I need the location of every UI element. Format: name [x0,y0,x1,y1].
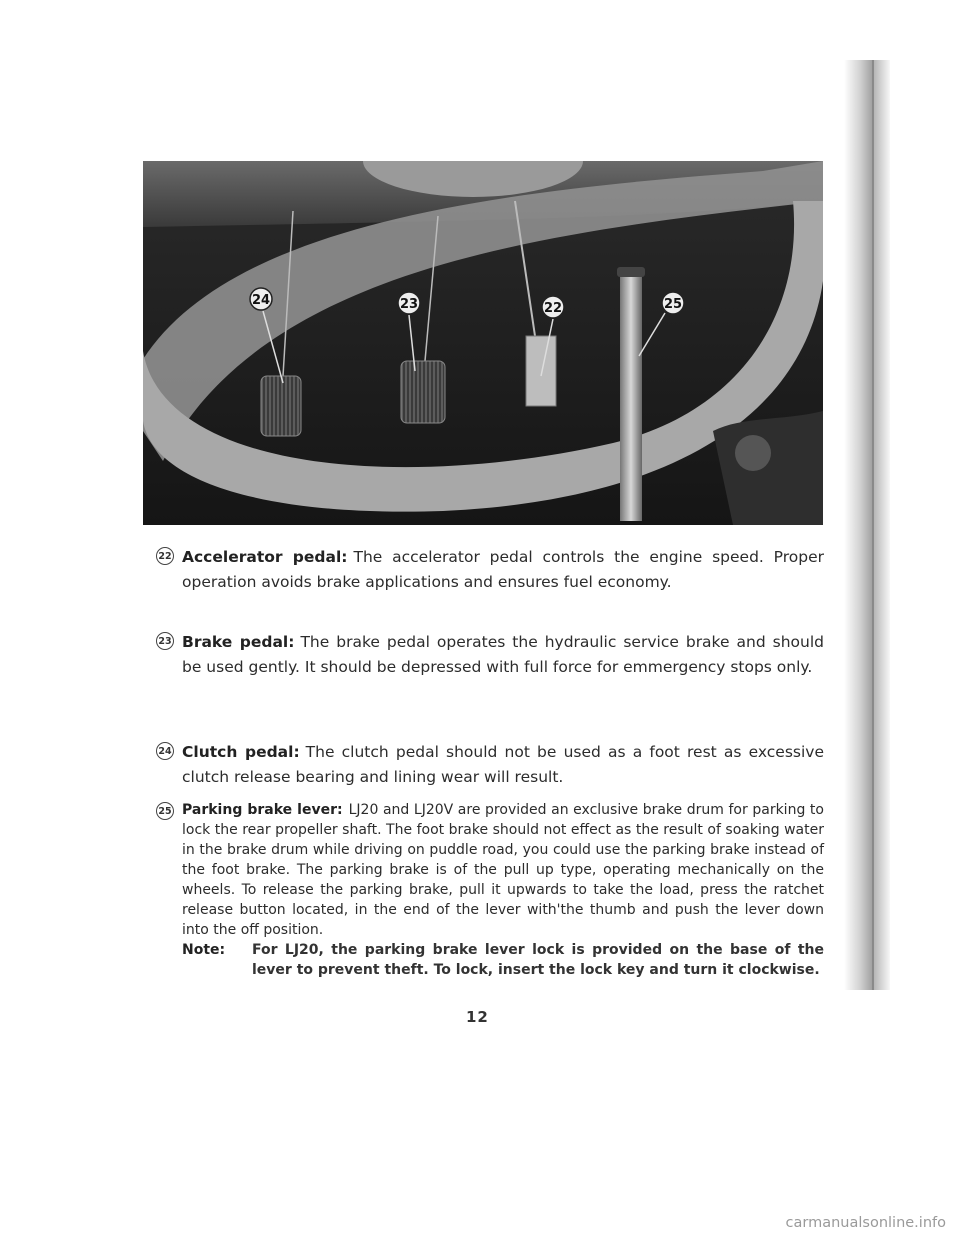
parking-brake-lever [620,271,642,521]
item-body [182,800,824,980]
pedals-illustration [143,161,823,525]
item-clutch-pedal [156,740,824,790]
item-accelerator-pedal [156,545,824,595]
item-text: The accelerator pedal controls the engine speed. Proper operation avoids brake applications and ensures fuel economy. [182,548,824,591]
accelerator-pedal-pad [526,336,556,406]
item-text: The brake pedal operates the hydraulic service brake and should be used gently. It should be depressed with full force for emmergency stops only. [182,633,824,676]
item-number-badge: 25 [156,802,174,820]
page-edge-shadow-dark [872,60,890,990]
floor-bracket [713,411,823,525]
brake-pedal-pad [401,361,445,423]
pedals-photo [143,161,823,525]
floor-fitting [735,435,771,471]
callout-23-label: 23 [399,297,419,312]
note-text: For LJ20, the parking brake lever lock is provided on the base of the lever to prevent theft. To lock, insert the lock key and turn it clockwise. [252,942,824,978]
page-number: 12 [466,1008,489,1026]
clutch-pedal-pad [261,376,301,436]
item-number-badge: 24 [156,742,174,760]
item-text: The clutch pedal should not be used as a foot rest as excessive clutch release bearing and lining wear will result. [182,743,824,786]
callout-22-label: 22 [543,301,563,316]
item-text: LJ20 and LJ20V are provided an exclusive brake drum for parking to lock the rear propeller shaft. The foot brake should not effect as the result of soaking water in the brake drum while driving on puddle road, you could use the parking brake instead of the foot brake. The parking brake is of the pull up type, operating mechanically on the wheels. To release the parking brake, pull it upwards to take the load, press the ratchet release button located, in the end of the lever with'the thumb and push the lever down into the off position. [182,802,824,938]
item-heading: Brake pedal: [182,633,295,651]
item-number-badge: 22 [156,547,174,565]
callout-25-label: 25 [663,297,683,312]
note-block [182,940,824,980]
parking-brake-lever-top [617,267,645,277]
page-edge-shadow [844,60,874,990]
callout-24-label: 24 [251,293,271,308]
item-number-badge: 23 [156,632,174,650]
item-brake-pedal [156,630,824,680]
item-parking-brake-lever [156,800,824,980]
note-label: Note: [182,942,226,958]
item-heading: Parking brake lever: [182,802,343,818]
watermark: carmanualsonline.info [785,1215,946,1231]
item-body [182,545,824,595]
item-body [182,630,824,680]
item-heading: Accelerator pedal: [182,548,348,566]
item-body [182,740,824,790]
item-heading: Clutch pedal: [182,743,300,761]
